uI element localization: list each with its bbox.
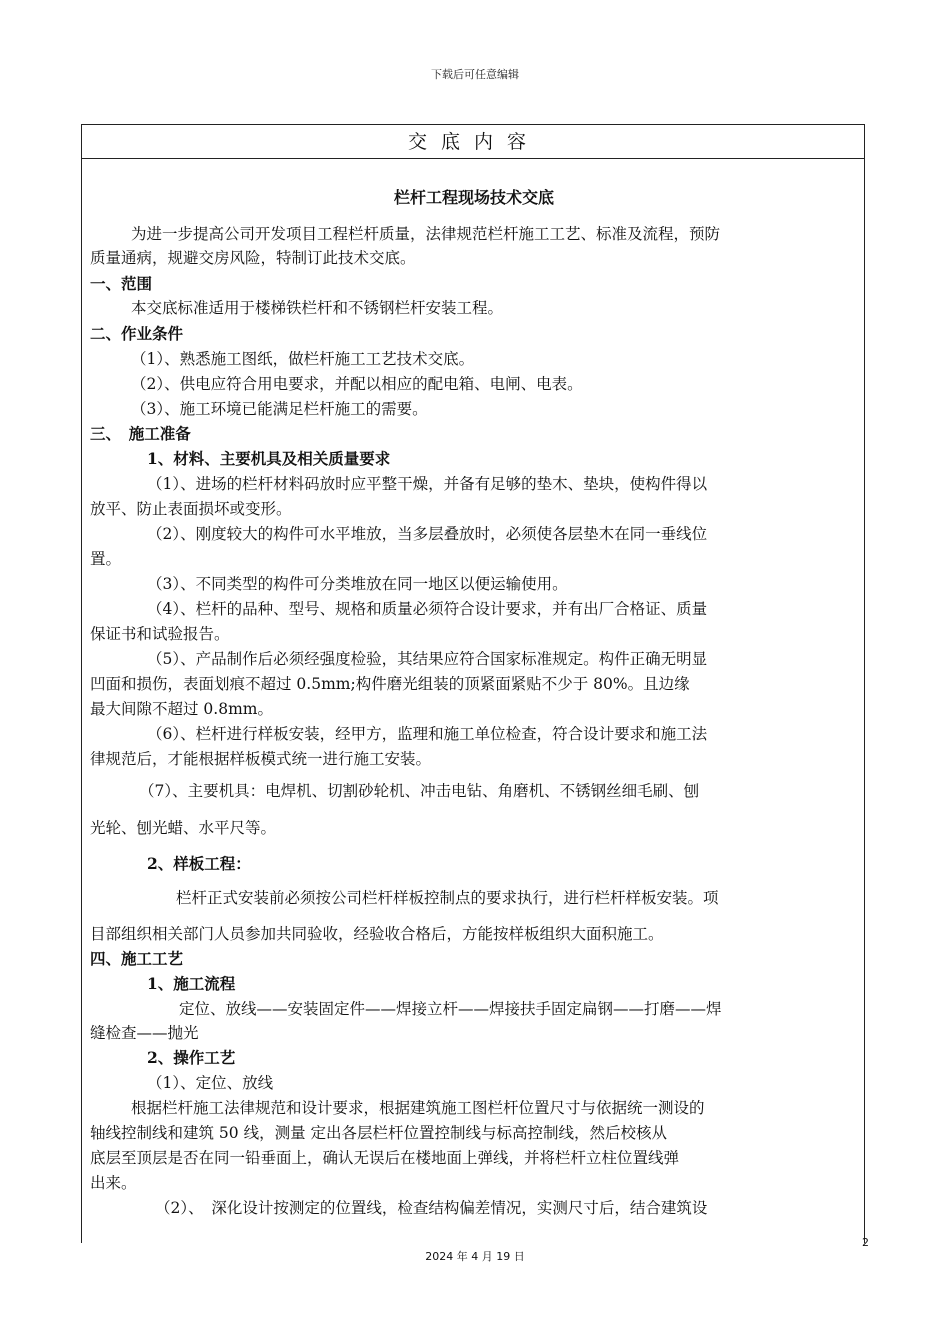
body-line: 本交底标准适用于楼梯铁栏杆和不锈钢栏杆安装工程。	[131, 299, 504, 317]
body-line: 置。	[90, 550, 122, 568]
document-title: 栏杆工程现场技术交底	[393, 188, 554, 207]
frame-title: 交底内容	[407, 131, 540, 153]
body-line: 定位、放线——安装固定件——焊接立杆——焊接扶手固定扁钢——打磨——焊	[179, 1000, 722, 1018]
body-line: 轴线控制线和建筑 50 线，测量 定出各层栏杆位置控制线与标高控制线，然后校核从	[90, 1124, 668, 1142]
title-divider	[82, 158, 864, 159]
body-line: （7）、主要机具：电焊机、切割砂轮机、冲击电钻、角磨机、不锈钢丝细毛刷、刨	[139, 782, 700, 800]
section-heading: 二、作业条件	[90, 324, 184, 343]
body-line: 栏杆正式安装前必须按公司栏杆样板控制点的要求执行，进行栏杆样板安装。项	[176, 889, 719, 907]
body-line: （5）、产品制作后必须经强度检验，其结果应符合国家标准规定。构件正确无明显	[147, 650, 708, 668]
body-line: （6）、栏杆进行样板安装，经甲方，监理和施工单位检查，符合设计要求和施工法	[147, 725, 708, 743]
body-line: 目部组织相关部门人员参加共同验收，经验收合格后，方能按样板组织大面积施工。	[90, 925, 664, 943]
body-line: 凹面和损伤，表面划痕不超过 0.5mm;构件磨光组装的顶紧面紧贴不少于 80%。且边缘	[90, 675, 690, 693]
body-line: （1）、进场的栏杆材料码放时应平整干燥，并备有足够的垫木、垫块，使构件得以	[147, 475, 708, 493]
body-line: 出来。	[90, 1174, 137, 1192]
footer-date: 2024 年 4 月 19 日	[425, 1250, 525, 1263]
header-note: 下载后可任意编辑	[431, 68, 519, 81]
body-line: 根据栏杆施工法律规范和设计要求，根据建筑施工图栏杆位置尺寸与依据统一测设的	[131, 1099, 705, 1117]
body-line: 底层至顶层是否在同一铅垂面上，确认无误后在楼地面上弹线，并将栏杆立柱位置线弹	[90, 1149, 680, 1167]
body-line: 为进一步提高公司开发项目工程栏杆质量，法律规范栏杆施工工艺、标准及流程，预防	[131, 225, 721, 243]
body-line: （3）、不同类型的构件可分类堆放在同一地区以便运输使用。	[147, 575, 568, 593]
body-line: 最大间隙不超过 0.8mm。	[90, 700, 273, 718]
body-line: 律规范后，才能根据样板模式统一进行施工安装。	[90, 750, 432, 768]
body-line: （1）、定位、放线	[147, 1074, 274, 1092]
body-line: 缝检查——抛光	[90, 1024, 199, 1042]
subsection-heading: 2、样板工程：	[147, 854, 251, 873]
page-number: 2	[862, 1236, 869, 1249]
body-line: 放平、防止表面损坏或变形。	[90, 500, 292, 518]
content-frame	[81, 124, 865, 1243]
subsection-heading: 1、施工流程	[147, 974, 236, 993]
body-line: （4）、栏杆的品种、型号、规格和质量必须符合设计要求，并有出厂合格证、质量	[147, 600, 708, 618]
body-line: 保证书和试验报告。	[90, 625, 230, 643]
subsection-heading: 2、操作工艺	[147, 1048, 236, 1067]
subsection-heading: 1、材料、主要机具及相关质量要求	[147, 449, 391, 468]
body-line: （1）、熟悉施工图纸，做栏杆施工工艺技术交底。	[131, 350, 475, 368]
body-line: （2）、刚度较大的构件可水平堆放，当多层叠放时，必须使各层垫木在同一垂线位	[147, 525, 708, 543]
body-line: （2）、供电应符合用电要求，并配以相应的配电箱、电闸、电表。	[131, 375, 583, 393]
section-heading: 一、范围	[90, 274, 153, 293]
body-line: 质量通病，规避交房风险，特制订此技术交底。	[90, 249, 416, 267]
body-line: （2）、 深化设计按测定的位置线，检查结构偏差情况，实测尺寸后，结合建筑设	[155, 1199, 708, 1217]
body-line: 光轮、刨光蜡、水平尺等。	[90, 819, 277, 837]
body-line: （3）、施工环境已能满足栏杆施工的需要。	[131, 400, 428, 418]
section-heading: 三、 施工准备	[90, 424, 191, 443]
section-heading: 四、施工工艺	[90, 949, 184, 968]
